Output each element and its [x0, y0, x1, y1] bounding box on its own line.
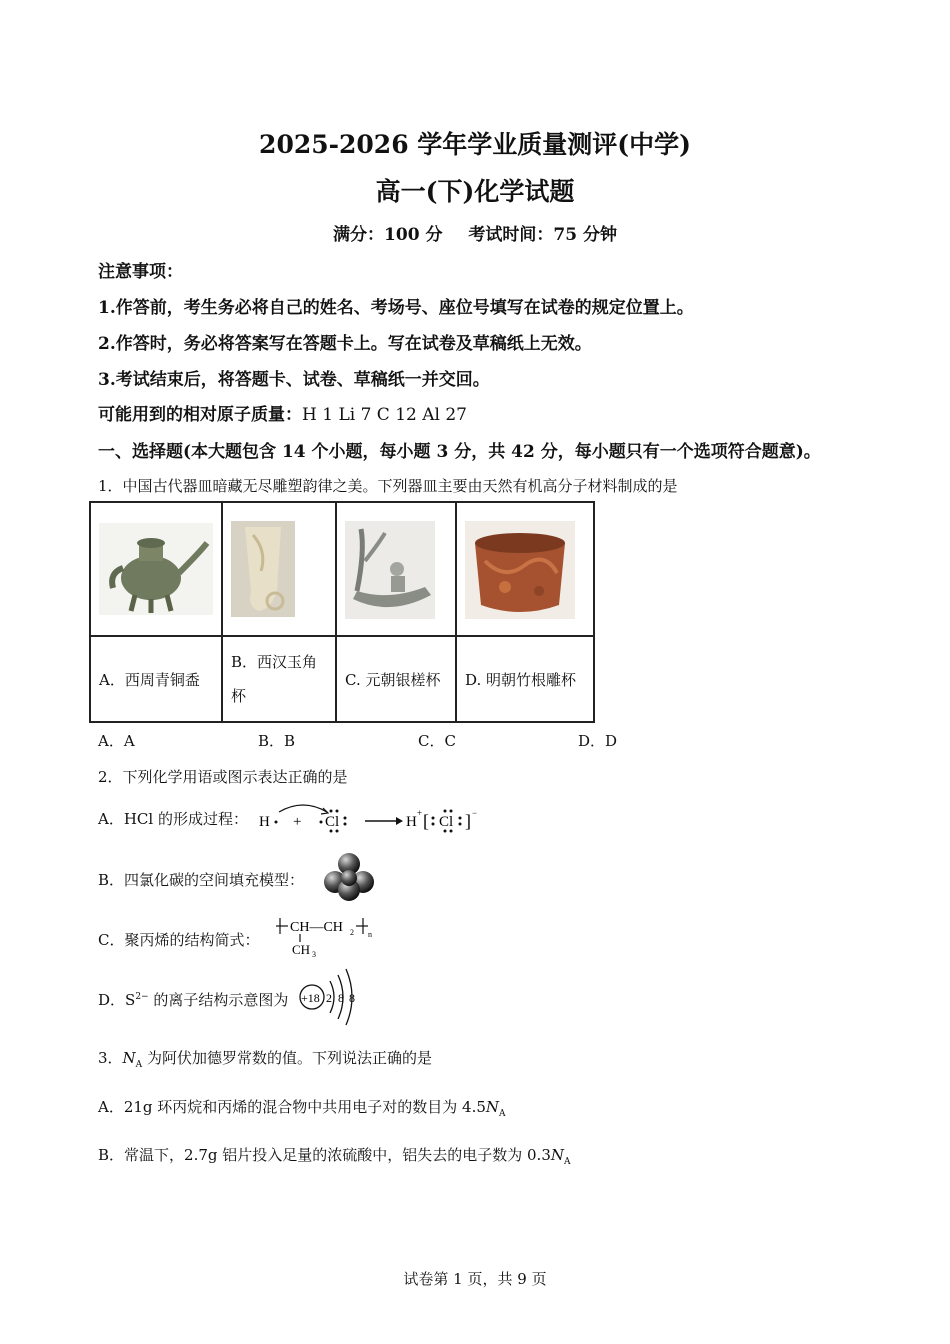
- notes-heading: 注意事项：: [98, 262, 183, 282]
- q3-option-b[interactable]: [98, 1144, 571, 1167]
- q3-option-b-text: B．常温下，2.7g 铝片投入足量的浓硫酸中，铝失去的电子数为 0.3: [98, 1146, 551, 1164]
- q3-option-a-var: N: [485, 1098, 500, 1116]
- q2-option-b[interactable]: [98, 869, 304, 890]
- q2-option-b-text: B．四氯化碳的空间填充模型：: [98, 871, 305, 889]
- q3-stem: [98, 1047, 432, 1070]
- q1-image-b: [222, 502, 336, 636]
- svg-text:]: ]: [465, 811, 471, 831]
- q1-option-a[interactable]: A．A: [98, 732, 135, 750]
- charge-neg: −: [472, 808, 478, 818]
- formula-sub2: 2: [350, 928, 354, 937]
- atomic-mass-values: H 1 Li 7 C 12 Al 27: [302, 405, 467, 425]
- product-cl: Cl: [439, 814, 454, 830]
- silver-raft-cup-image: [345, 521, 435, 619]
- q1-table: [89, 501, 595, 723]
- q3-option-a[interactable]: [98, 1096, 506, 1119]
- q1-label-a-text: A．西周青铜盉: [99, 670, 200, 689]
- atomic-mass: [98, 400, 467, 425]
- note-item-2: 2.作答时，务必将答案写在答题卡上。写在试卷及草稿纸上无效。: [98, 334, 592, 354]
- page-footer: 试卷第 1 页，共 9 页: [403, 1270, 547, 1288]
- q3-stem-var-sub: A: [135, 1060, 143, 1070]
- q2-option-d-suffix: 的离子结构示意图为: [148, 991, 289, 1009]
- q3-stem-prefix: 3．: [98, 1049, 123, 1067]
- atom-h: H: [259, 814, 270, 830]
- sulfide-ion-diagram: [296, 966, 366, 1028]
- q1-image-c: [336, 502, 456, 636]
- q1-option-c[interactable]: C．C: [418, 732, 456, 750]
- plus-sign: +: [293, 814, 302, 830]
- q1-label-d: [456, 636, 594, 722]
- q1-image-d: [456, 502, 594, 636]
- exam-title: 2025-2026 学年学业质量测评(中学): [259, 130, 691, 159]
- q3-option-a-var-sub: A: [499, 1109, 506, 1119]
- bamboo-root-cup-image: [465, 521, 575, 619]
- note-item-3: 3.考试结束后，将答题卡、试卷、草稿纸一并交回。: [98, 370, 490, 390]
- shell-2: 8: [338, 991, 344, 1005]
- q1-label-a: [90, 636, 222, 722]
- q1-label-b-line1: B．西汉玉角: [231, 653, 318, 671]
- formula-main: CH—CH: [290, 920, 343, 935]
- bronze-vessel-image: [99, 523, 213, 615]
- q1-option-d[interactable]: D．D: [578, 732, 618, 750]
- q2-option-d-prefix: D．S: [98, 991, 136, 1009]
- q2-option-c-text: C．聚丙烯的结构简式：: [98, 931, 260, 949]
- jade-cup-image: [231, 521, 295, 617]
- atomic-mass-label: 可能用到的相对原子质量：: [98, 405, 302, 425]
- exam-subtitle: 高一(下)化学试题: [375, 177, 575, 206]
- hcl-formation-diagram: [255, 800, 495, 836]
- nucleus-charge: +18: [301, 991, 320, 1005]
- q1-stem: 1．中国古代器皿暗藏无尽雕塑韵律之美。下列器皿主要由天然有机高分子材料制成的是: [98, 477, 678, 495]
- q3-option-b-var-sub: A: [564, 1157, 571, 1167]
- q2-option-c[interactable]: [98, 929, 259, 950]
- q1-label-c: [336, 636, 456, 722]
- section-heading: 一、选择题(本大题包含 14 个小题，每小题 3 分，共 42 分，每小题只有一个选项符合题意)。: [98, 442, 821, 462]
- q1-option-b[interactable]: B．B: [258, 732, 296, 750]
- q2-option-d-sup: 2−: [135, 992, 149, 1002]
- q2-stem: 2．下列化学用语或图示表达正确的是: [98, 768, 348, 786]
- svg-text:[: [: [423, 811, 429, 831]
- q1-label-c-text: C. 元朝银槎杯: [345, 670, 441, 689]
- q1-label-b-line2: 杯: [231, 687, 247, 705]
- q3-stem-var: N: [122, 1049, 136, 1067]
- charge-pos: +: [417, 808, 423, 818]
- atom-cl: Cl: [325, 814, 340, 830]
- formula-branch-sub: 3: [312, 950, 316, 959]
- q2-option-d[interactable]: [98, 989, 288, 1010]
- q3-stem-suffix: 为阿伏加德罗常数的值。下列说法正确的是: [142, 1049, 432, 1067]
- shell-1: 2: [326, 991, 332, 1005]
- q3-option-b-var: N: [550, 1146, 564, 1164]
- q2-option-a[interactable]: [98, 808, 248, 829]
- formula-branch: CH: [292, 942, 311, 957]
- q1-image-a: [90, 502, 222, 636]
- formula-n: n: [368, 930, 372, 939]
- note-item-1: 1.作答前，考生务必将自己的姓名、考场号、座位号填写在试卷的规定位置上。: [98, 298, 694, 318]
- product-h: H: [406, 814, 417, 830]
- q1-label-d-text: D. 明朝竹根雕杯: [465, 670, 577, 689]
- shell-3: 8: [349, 991, 355, 1005]
- q1-label-b: [222, 636, 336, 722]
- exam-meta: [0, 220, 950, 245]
- q2-option-a-text: A．HCl 的形成过程：: [98, 810, 248, 828]
- ccl4-space-filling-model: [322, 852, 376, 902]
- full-score: 满分：100 分: [333, 225, 443, 245]
- polypropylene-formula: [272, 914, 382, 960]
- q3-option-a-text: A．21g 环丙烷和丙烯的混合物中共用电子对的数目为 4.5: [98, 1098, 486, 1116]
- exam-time: 考试时间：75 分钟: [468, 225, 617, 245]
